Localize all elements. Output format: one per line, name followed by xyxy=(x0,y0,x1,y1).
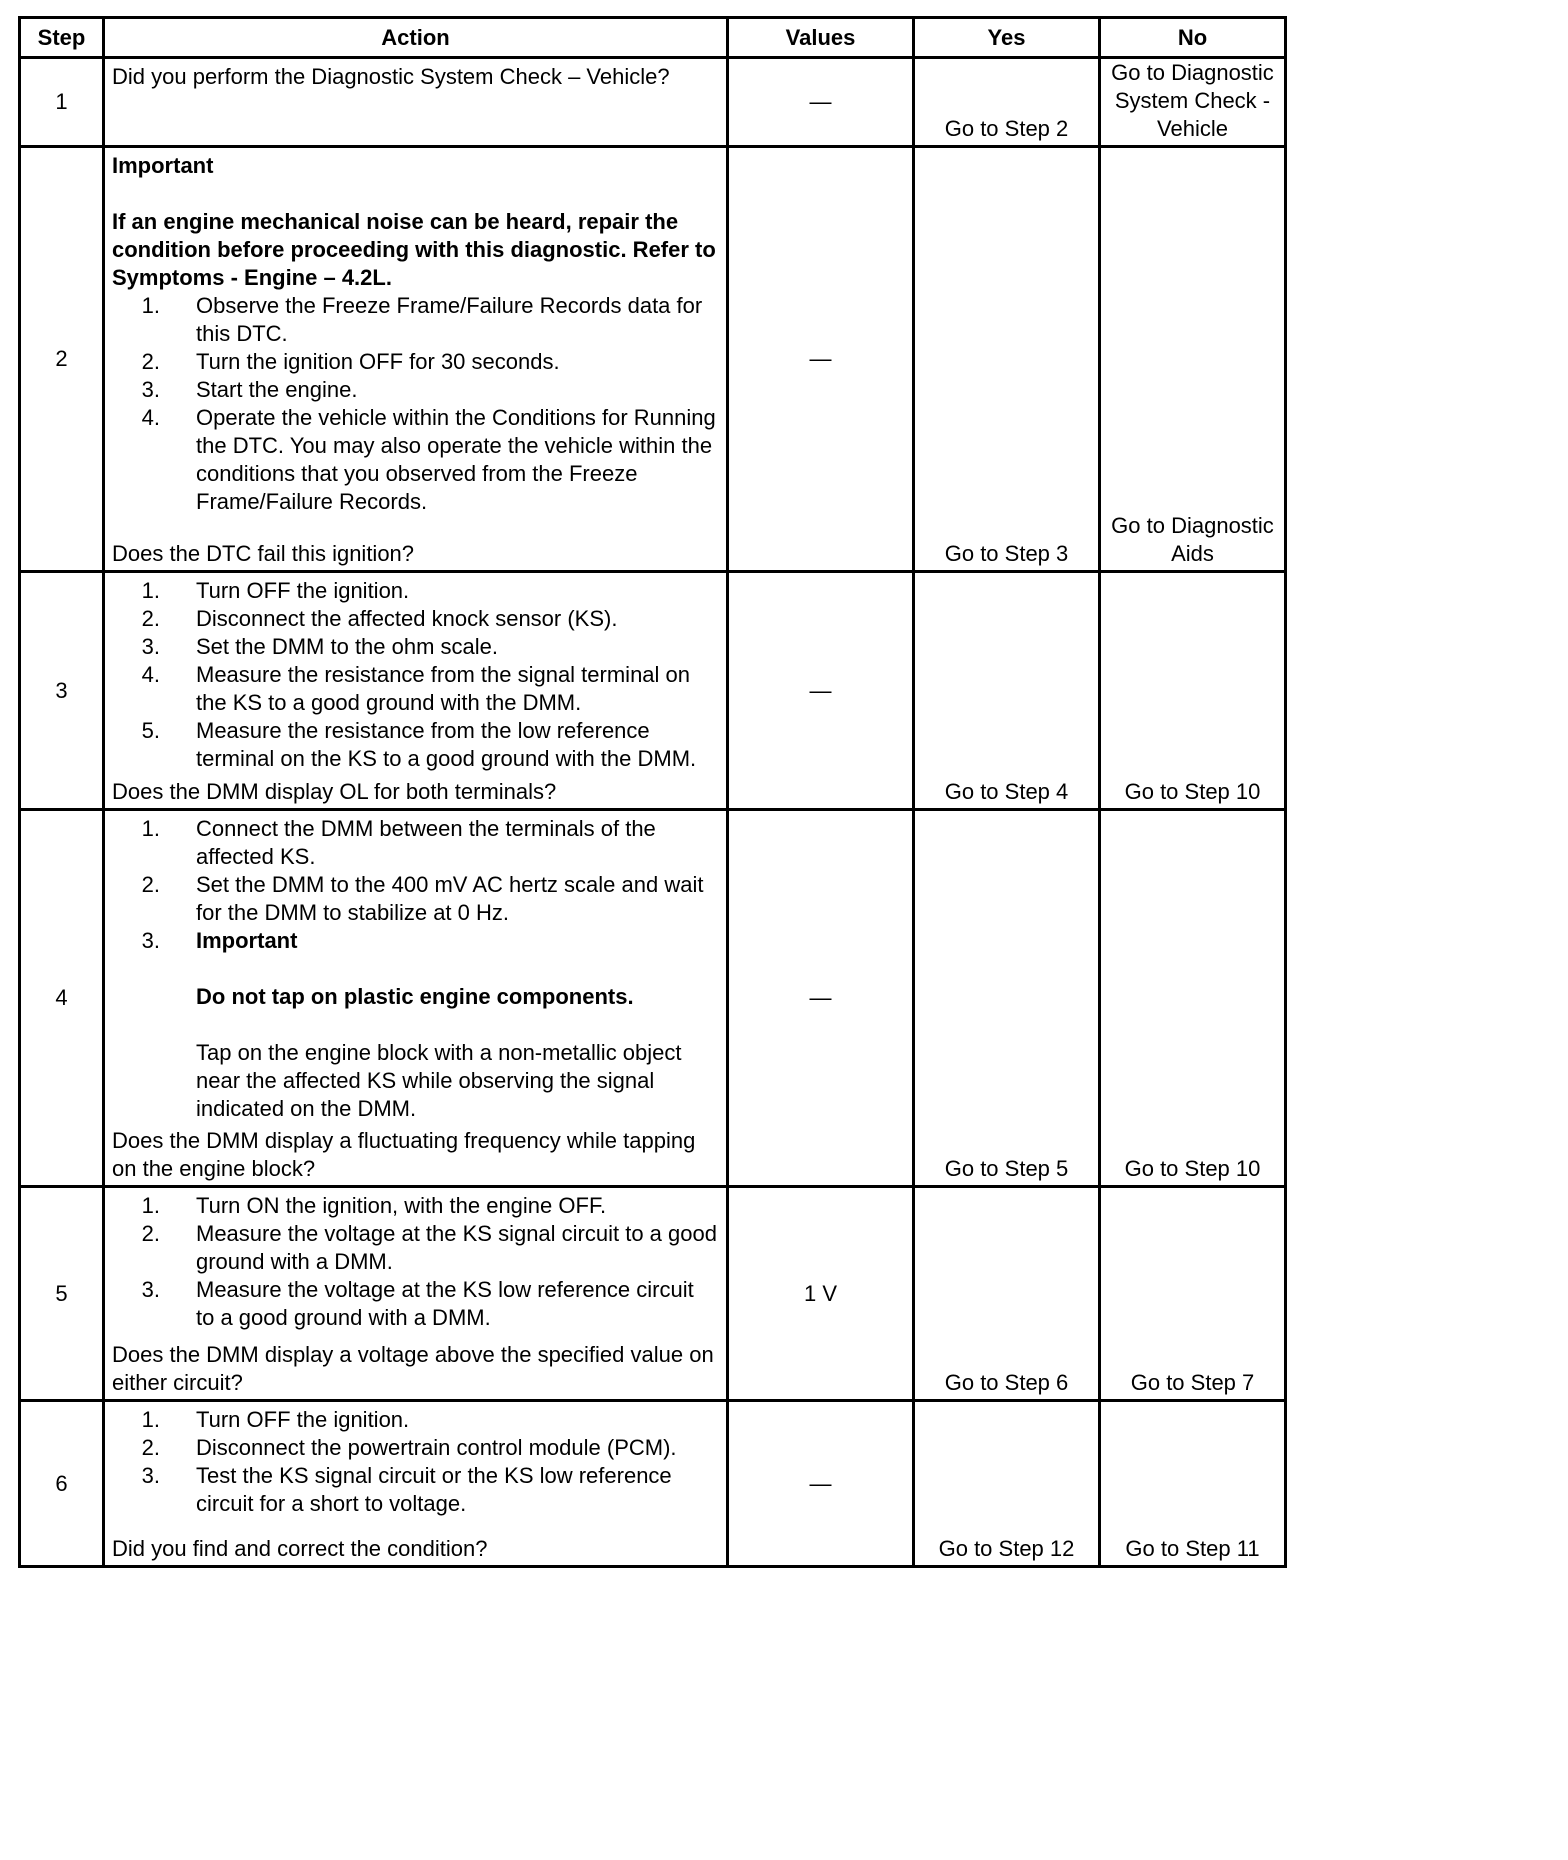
action-cell xyxy=(104,572,728,810)
yes-link: Go to Step 3 xyxy=(944,541,1069,566)
list-item: 1. Observe the Freeze Frame/Failure Records data for this DTC. xyxy=(141,293,703,346)
step-number: 3 xyxy=(20,572,104,810)
list-item: 2. Turn the ignition OFF for 30 seconds. xyxy=(141,349,560,374)
yes-cell xyxy=(914,810,1100,1187)
yes-cell xyxy=(914,572,1100,810)
action-question: Does the DMM display a voltage above the specified value on either circuit? xyxy=(112,1342,714,1395)
values-cell: — xyxy=(728,810,914,1187)
values-cell: — xyxy=(728,58,914,147)
no-cell xyxy=(1100,572,1286,810)
no-link: Go to Step 10 xyxy=(1124,779,1261,804)
no-cell xyxy=(1100,810,1286,1187)
header-step: Step xyxy=(20,18,104,58)
table-row-step-4 xyxy=(20,810,1286,1187)
no-cell xyxy=(1100,1401,1286,1567)
yes-cell xyxy=(914,58,1100,147)
no-link: Go to Step 7 xyxy=(1130,1370,1255,1395)
yes-link: Go to Step 2 xyxy=(944,116,1069,141)
list-item: 3. Measure the voltage at the KS low reference circuit to a good ground with a DMM. xyxy=(141,1277,694,1330)
list-item: 3. Start the engine. xyxy=(141,377,358,402)
table-row-step-2 xyxy=(20,147,1286,572)
action-cell xyxy=(104,147,728,572)
step-instruction: Tap on the engine block with a non-metallic object near the affected KS while observing the signal indicated on the DMM. xyxy=(196,1040,682,1121)
action-cell xyxy=(104,58,728,147)
yes-link: Go to Step 12 xyxy=(938,1536,1075,1561)
values-cell: — xyxy=(728,147,914,572)
no-cell xyxy=(1100,1187,1286,1401)
list-item: 4. Operate the vehicle within the Conditions for Running the DTC. You may also operate the vehicle within the conditions that you observed from the Freeze Frame/Failure Records. xyxy=(141,405,716,514)
list-item: 3. Test the KS signal circuit or the KS low reference circuit for a short to voltage. xyxy=(141,1463,672,1516)
list-item: 1. Turn OFF the ignition. xyxy=(141,1407,410,1432)
header-values: Values xyxy=(728,18,914,58)
no-link: Go to Step 10 xyxy=(1124,1156,1261,1181)
list-item: 4. Measure the resistance from the signal terminal on the KS to a good ground with the DMM. xyxy=(141,662,691,715)
yes-link: Go to Step 4 xyxy=(944,779,1069,804)
table-row-step-1 xyxy=(20,58,1286,147)
list-item: 2. Set the DMM to the 400 mV AC hertz scale and wait for the DMM to stabilize at 0 Hz. xyxy=(141,872,704,925)
no-cell xyxy=(1100,58,1286,147)
action-question: Did you perform the Diagnostic System Check – Vehicle? xyxy=(112,64,670,89)
list-item: 5. Measure the resistance from the low reference terminal on the KS to a good ground with the DMM. xyxy=(141,718,697,771)
important-label: Important xyxy=(112,153,214,178)
action-steps xyxy=(112,815,718,1123)
values-cell: — xyxy=(728,572,914,810)
action-steps xyxy=(112,577,718,773)
header-action: Action xyxy=(104,18,728,58)
action-steps xyxy=(112,1192,718,1332)
step-number: 1 xyxy=(20,58,104,147)
header-no: No xyxy=(1100,18,1286,58)
table-row-step-5 xyxy=(20,1187,1286,1401)
yes-cell xyxy=(914,147,1100,572)
important-label: Important xyxy=(196,928,298,953)
yes-cell xyxy=(914,1401,1100,1567)
values-cell: — xyxy=(728,1401,914,1567)
list-item: 2. Disconnect the affected knock sensor (KS). xyxy=(141,606,618,631)
action-cell xyxy=(104,810,728,1187)
step-number: 5 xyxy=(20,1187,104,1401)
list-item: 2. Measure the voltage at the KS signal circuit to a good ground with a DMM. xyxy=(141,1221,717,1274)
list-item: 1. Turn OFF the ignition. xyxy=(141,578,410,603)
yes-link: Go to Step 5 xyxy=(944,1156,1069,1181)
action-question: Did you find and correct the condition? xyxy=(112,1536,488,1561)
diagnostic-table xyxy=(18,16,1287,1568)
no-link: Go to Step 11 xyxy=(1125,1536,1260,1561)
important-text: If an engine mechanical noise can be heard, repair the condition before proceeding with this diagnostic. Refer to Symptoms - Engine – 4.2L. xyxy=(112,209,716,290)
no-link: Go to Diagnostic System Check - Vehicle xyxy=(1111,60,1274,141)
list-item: 3. Important Do not tap on plastic engine components. Tap on the engine block with a non-metallic object near the affected KS while observing the signal indicated on the DMM. xyxy=(112,927,718,1123)
yes-link: Go to Step 6 xyxy=(944,1370,1069,1395)
action-question: Does the DMM display OL for both terminals? xyxy=(112,779,557,804)
important-text: Do not tap on plastic engine components. xyxy=(196,984,634,1009)
action-question: Does the DMM display a fluctuating frequency while tapping on the engine block? xyxy=(112,1128,696,1181)
no-link: Go to Diagnostic Aids xyxy=(1111,513,1274,566)
header-row xyxy=(20,18,1286,58)
step-number: 4 xyxy=(20,810,104,1187)
yes-cell xyxy=(914,1187,1100,1401)
action-cell xyxy=(104,1401,728,1567)
action-question: Does the DTC fail this ignition? xyxy=(112,541,415,566)
action-steps xyxy=(112,1406,718,1518)
action-steps xyxy=(112,292,718,516)
values-cell: 1 V xyxy=(728,1187,914,1401)
table-row-step-6 xyxy=(20,1401,1286,1567)
list-item: 3. Set the DMM to the ohm scale. xyxy=(141,634,499,659)
list-item: 2. Disconnect the powertrain control module (PCM). xyxy=(141,1435,677,1460)
list-item: 1. Turn ON the ignition, with the engine OFF. xyxy=(141,1193,607,1218)
step-number: 6 xyxy=(20,1401,104,1567)
step-number: 2 xyxy=(20,147,104,572)
table-row-step-3 xyxy=(20,572,1286,810)
header-yes: Yes xyxy=(914,18,1100,58)
action-cell xyxy=(104,1187,728,1401)
no-cell xyxy=(1100,147,1286,572)
list-item: 1. Connect the DMM between the terminals of the affected KS. xyxy=(141,816,656,869)
